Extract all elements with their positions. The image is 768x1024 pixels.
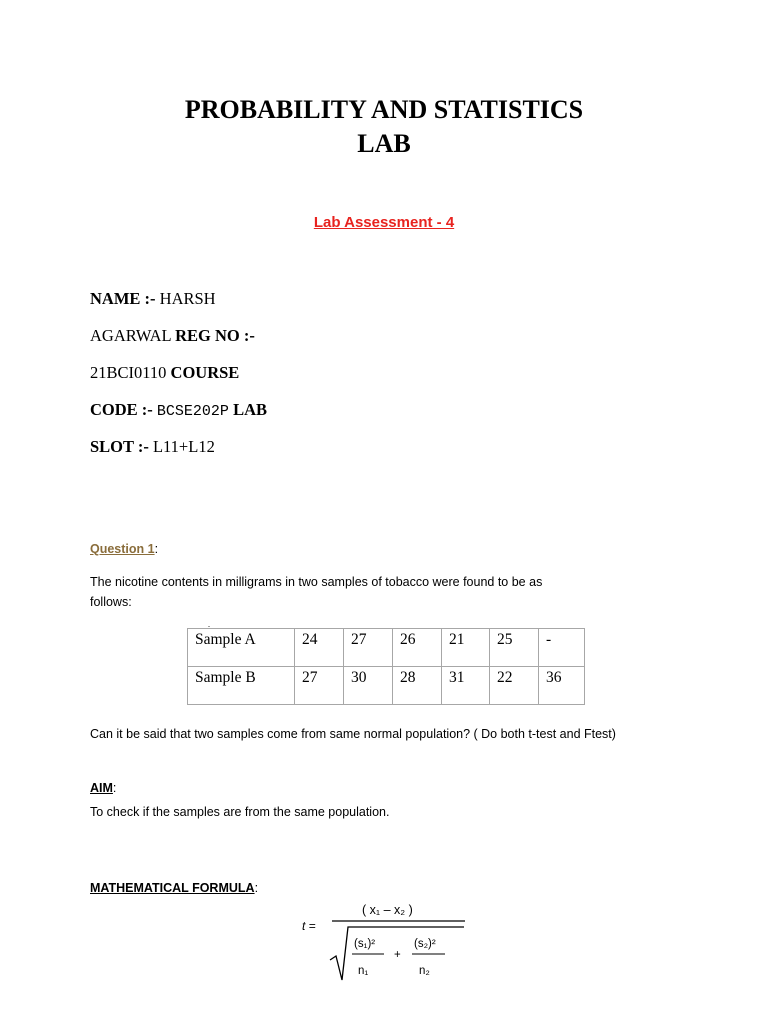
student-info-line3: [90, 363, 239, 383]
formula-numerator: ( x₁ – x₂ ): [362, 903, 413, 917]
slot-label: SLOT :-: [90, 437, 149, 456]
table-cell: 27: [295, 667, 344, 705]
aim-heading: AIM:: [90, 781, 117, 795]
reg-value: 21BCI0110: [90, 363, 167, 382]
table-cell: Sample A: [188, 629, 295, 667]
name-label: NAME :-: [90, 289, 156, 308]
course-value: BCSE202P: [156, 403, 229, 420]
t-test-formula: [290, 896, 480, 986]
formula-term1-num: (s₁)²: [354, 938, 376, 950]
lab-label: LAB: [233, 400, 267, 419]
table-cell: 27: [344, 629, 393, 667]
student-info-line2: [90, 326, 255, 346]
assessment-heading: Lab Assessment - 4: [313, 214, 455, 231]
question-text: [90, 572, 650, 612]
name-last: AGARWAL: [90, 326, 171, 345]
page-title-line2: LAB: [357, 129, 411, 158]
table-cell: 31: [442, 667, 490, 705]
question-heading: Question 1:: [90, 542, 159, 556]
student-info-line5: [90, 437, 215, 457]
question-prompt: Can it be said that two samples come from same normal population? ( Do both t-test and Ftest): [90, 727, 616, 741]
stray-dot: .: [208, 620, 210, 629]
aim-text: To check if the samples are from the same population.: [90, 805, 390, 819]
table-cell: Sample B: [188, 667, 295, 705]
table-cell: 36: [539, 667, 585, 705]
question-text-line1: The nicotine contents in milligrams in two samples of tobacco were found to be as: [90, 575, 543, 589]
table-cell: 24: [295, 629, 344, 667]
table-cell: 22: [490, 667, 539, 705]
name-first: HARSH: [159, 289, 216, 308]
formula-term2-num: (s₂)²: [414, 938, 436, 950]
student-info-line4: [90, 400, 267, 422]
table-cell: 25: [490, 629, 539, 667]
course-code-label: CODE :-: [90, 400, 153, 419]
table-cell: -: [539, 629, 585, 667]
formula-term1-den: n₁: [358, 965, 369, 977]
table-cell: 28: [393, 667, 442, 705]
table-row: [188, 667, 585, 705]
samples-table: [187, 628, 585, 705]
table-row: [188, 629, 585, 667]
course-label: COURSE: [170, 363, 240, 382]
student-info-line1: [90, 289, 216, 309]
table-cell: 21: [442, 629, 490, 667]
reg-label: REG NO :-: [175, 326, 255, 345]
question-text-line2: follows:: [90, 595, 132, 609]
formula-heading: MATHEMATICAL FORMULA:: [90, 881, 259, 895]
slot-value: L11+L12: [152, 437, 215, 456]
page-title: PROBABILITY AND STATISTICS: [184, 95, 584, 124]
formula-t: t =: [302, 919, 316, 933]
formula-term2-den: n₂: [419, 965, 430, 977]
table-cell: 30: [344, 667, 393, 705]
table-cell: 26: [393, 629, 442, 667]
formula-plus: +: [394, 949, 401, 961]
